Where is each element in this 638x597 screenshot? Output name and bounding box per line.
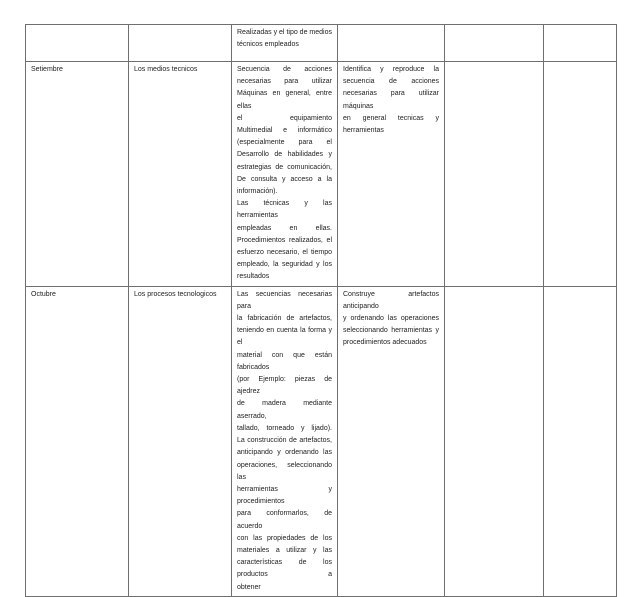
topic-cell <box>129 286 232 596</box>
table-row <box>26 286 617 596</box>
expectation-cell <box>338 62 445 287</box>
content-cell-line: material con que están fabricados <box>237 351 332 371</box>
content-cell-line: con las propiedades de los <box>237 534 332 542</box>
column-6-cell <box>544 25 617 62</box>
content-cell <box>232 286 338 596</box>
expectation-cell-line: procedimientos adecuados <box>343 339 427 347</box>
topic-cell <box>129 25 232 62</box>
content-cell-line: de madera mediante aserrado, <box>237 400 332 420</box>
content-cell-line: Máquinas en general, entre ellas <box>237 90 332 110</box>
month-cell <box>26 25 129 62</box>
month-cell <box>26 62 129 287</box>
expectation-cell-line: Construye artefactos anticipando <box>343 290 439 310</box>
topic-cell-text: Los medios tecnicos <box>134 66 198 73</box>
content-cell-line: estrategias de comunicación, <box>237 163 332 171</box>
content-cell-line: operaciones, seleccionando las <box>237 461 332 481</box>
content-cell <box>232 62 338 287</box>
content-cell-line: teniendo en cuenta la forma y el <box>237 327 332 347</box>
expectation-cell <box>338 25 445 62</box>
content-cell-line: anticipando y ordenando las <box>237 449 332 457</box>
content-cell-line: Desarrollo de habilidades y <box>237 151 332 159</box>
content-cell-line: obtener <box>237 583 261 591</box>
content-cell-line: herramientas y procedimientos <box>237 485 332 506</box>
expectation-cell-line: seleccionando herramientas y <box>343 327 439 335</box>
content-cell-line: Procedimientos realizados, el <box>237 236 332 244</box>
content-cell-line: empleadas en ellas. <box>237 224 332 232</box>
content-cell-line: Las técnicas y las herramientas <box>237 200 332 220</box>
expectation-cell <box>338 286 445 596</box>
content-cell-line: Multimedial e informático <box>237 127 332 135</box>
expectation-cell-line: herramientas <box>343 127 384 135</box>
planning-table <box>25 24 617 597</box>
content-cell-line: información). <box>237 188 278 196</box>
content-cell-line: la fabricación de artefactos, <box>237 315 332 323</box>
column-6-cell <box>544 286 617 596</box>
planning-table-body <box>26 25 617 597</box>
content-cell-line: Realizadas y el tipo de medios <box>237 29 332 36</box>
content-cell-line: técnicos empleados <box>237 41 299 49</box>
content-cell-line: características de los productos a <box>237 559 332 579</box>
table-row <box>26 25 617 62</box>
expectation-cell-line: secuencia de acciones <box>343 78 439 86</box>
expectation-cell-line: en general tecnicas y <box>343 114 439 122</box>
expectation-cell-line: necesarias para utilizar máquinas <box>343 90 439 110</box>
content-cell-line: el equipamiento <box>237 114 332 122</box>
content-cell-line: para conformarlos, de acuerdo <box>237 510 332 530</box>
column-5-cell <box>445 286 544 596</box>
month-cell <box>26 286 129 596</box>
content-cell-line: empleado, la seguridad y los <box>237 261 332 269</box>
content-cell <box>232 25 338 62</box>
content-cell-line: La construcción de artefactos, <box>237 437 332 445</box>
content-cell-line: De consulta y acceso a la <box>237 175 332 183</box>
column-6-cell <box>544 62 617 287</box>
content-cell-line: Secuencia de acciones <box>237 66 332 73</box>
content-cell-line: (especialmente para el <box>237 139 332 147</box>
column-5-cell <box>445 25 544 62</box>
month-cell-text: Octubre <box>31 290 56 298</box>
content-cell-line: tallado, torneado y lijado). <box>237 424 332 432</box>
month-cell-text: Setiembre <box>31 66 63 73</box>
topic-cell <box>129 62 232 287</box>
content-cell-line: necesarias para utilizar <box>237 78 332 86</box>
content-cell-line: resultados <box>237 273 270 281</box>
expectation-cell-line: Identifica y reproduce la <box>343 66 439 73</box>
content-cell-line: materiales a utilizar y las <box>237 546 332 554</box>
column-5-cell <box>445 62 544 287</box>
topic-cell-text: Los procesos tecnologicos <box>134 290 217 298</box>
content-cell-line: (por Ejemplo: piezas de ajedrez <box>237 376 332 396</box>
content-cell-line: esfuerzo necesario, el tiempo <box>237 249 332 257</box>
table-row <box>26 62 617 287</box>
content-cell-line: Las secuencias necesarias para <box>237 290 332 310</box>
expectation-cell-line: y ordenando las operaciones <box>343 315 439 323</box>
